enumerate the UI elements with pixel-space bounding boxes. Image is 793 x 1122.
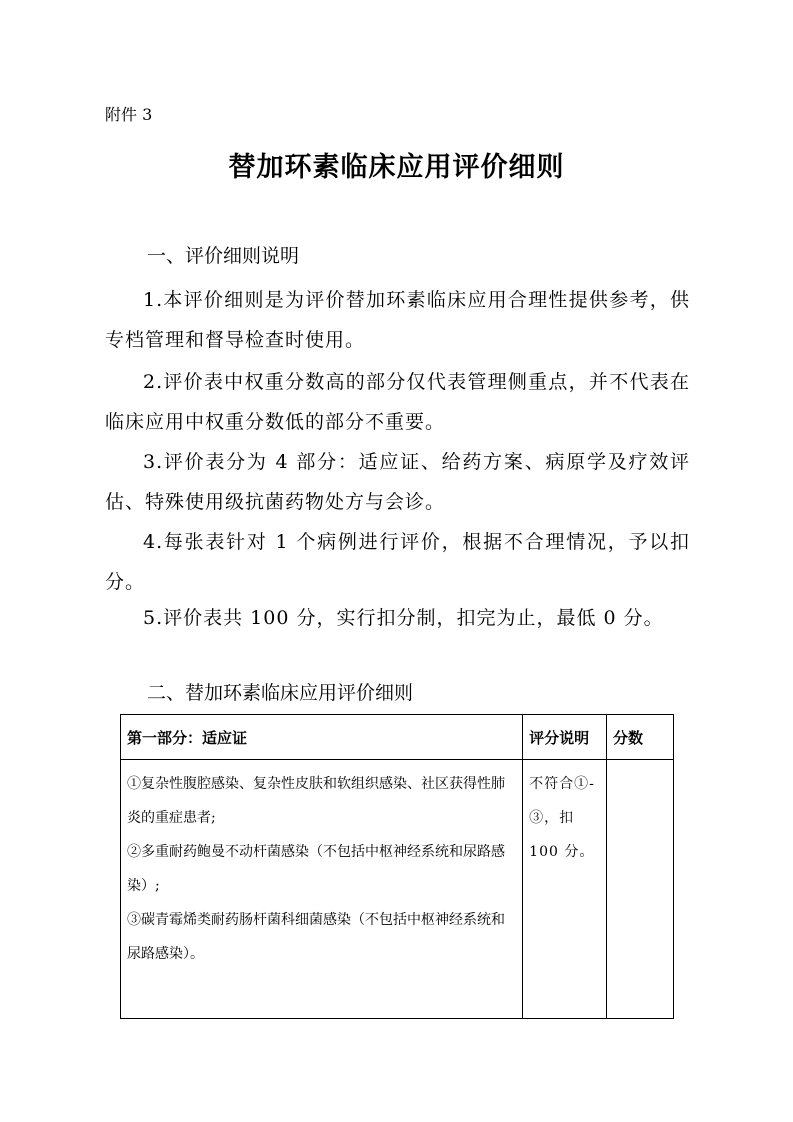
- criteria-item-1: ①复杂性腹腔感染、复杂性皮肤和软组织感染、社区获得性肺炎的重症患者;: [127, 776, 505, 826]
- header-scoring-note: 评分说明: [523, 715, 607, 760]
- criteria-item-2: ②多重耐药鲍曼不动杆菌感染（不包括中枢神经系统和尿路感染）;: [127, 844, 505, 894]
- scoring-note-cell: 不符合①-③，扣 100 分。: [523, 760, 607, 1019]
- explanation-paragraph-4: 4.每张表针对 1 个病例进行评价，根据不合理情况，予以扣分。: [105, 531, 690, 593]
- table-header-row: [121, 715, 674, 760]
- section-heading-explanation: 一、评价细则说明: [147, 245, 300, 267]
- explanation-paragraph-2: 2.评价表中权重分数高的部分仅代表管理侧重点，并不代表在临床应用中权重分数低的部分不重要。: [105, 371, 690, 433]
- table-row: [121, 760, 674, 1019]
- document-title: 替加环素临床应用评价细则: [228, 152, 565, 183]
- criteria-item-3: ③碳青霉烯类耐药肠杆菌科细菌感染（不包括中枢神经系统和尿路感染）。: [127, 912, 505, 962]
- criteria-cell: [121, 760, 523, 1019]
- explanation-paragraph-3: 3.评价表分为 4 部分：适应证、给药方案、病原学及疗效评估、特殊使用级抗菌药物处方与会诊。: [105, 451, 690, 513]
- evaluation-table: [120, 714, 674, 1019]
- header-indication: 第一部分：适应证: [121, 715, 523, 760]
- header-score: 分数: [606, 715, 673, 760]
- section-heading-criteria: 二、替加环素临床应用评价细则: [147, 682, 414, 704]
- explanation-paragraph-5: 5.评价表共 100 分，实行扣分制，扣完为止，最低 0 分。: [143, 607, 664, 629]
- explanation-paragraph-1: 1.本评价细则是为评价替加环素临床应用合理性提供参考，供专档管理和督导检查时使用。: [105, 289, 690, 351]
- score-cell[interactable]: [606, 760, 673, 1019]
- attachment-label: 附件 3: [105, 105, 153, 124]
